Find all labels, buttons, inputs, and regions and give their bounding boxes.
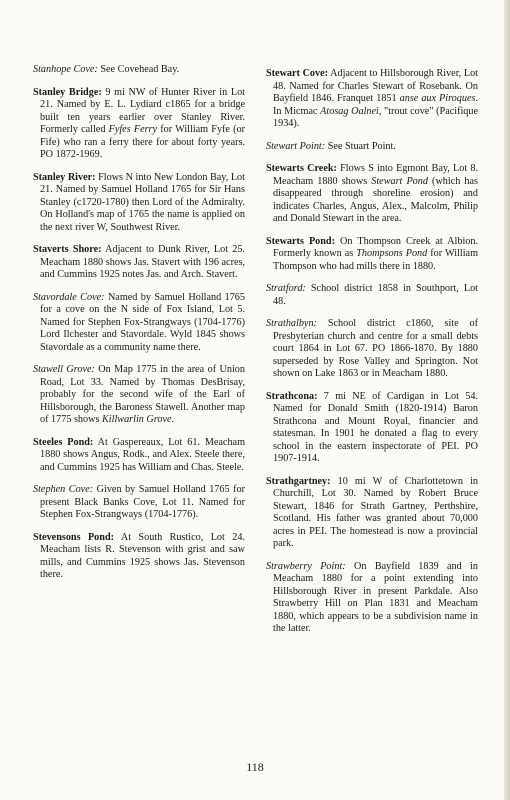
- entry-text: On Bayfield 1839 and in Meacham 1880 for a point extending into Hillsborough River in present Parkdale. Also Strawberry Hill on Plan 1831 and Meacham 1880, which appears to be a subdivision name in the latter.: [273, 560, 478, 634]
- entry-text: On Map 1775 in the area of Union Road, Lot 33. Named by Thomas DesBrisay, probably for the second wife of the Earl of Hillsborough, the Baroness Stawell. Another map of 1775 shows: [40, 364, 245, 425]
- entry-heading: Stavordale Cove:: [33, 291, 105, 303]
- entry-text: At South Rustico, Lot 24. Meacham lists R. Stevenson with grist and saw mills, and Cummins 1925 shows Jas. Stevenson there.: [40, 531, 245, 580]
- entry-text: . In Micmac: [273, 93, 478, 117]
- entry-heading: Stevensons Pond:: [33, 531, 114, 543]
- entry-text: .: [171, 414, 175, 425]
- entry-heading: Stephen Cove:: [33, 484, 94, 495]
- left-column: [33, 64, 245, 592]
- gazetteer-entry: [266, 561, 478, 636]
- entry-text: 9 mi NW of Hunter River in Lot 21. Named by E. L. Lydiard c1865 for a bridge built ten years earlier over Stanley River. Formerly called: [40, 86, 245, 135]
- entry-heading: Stewart Point:: [266, 140, 326, 152]
- right-column: [266, 68, 478, 646]
- entry-heading: Stanhope Cove:: [33, 64, 98, 75]
- entry-heading: Stanley Bridge:: [33, 86, 102, 98]
- entry-text: On Thompson Creek at Albion. Formerly known as: [273, 235, 479, 259]
- entry-text: for William Thompson who had mills there in 1880.: [273, 248, 478, 272]
- entry-text: See Stuart Point.: [325, 140, 396, 152]
- gazetteer-entry: [33, 292, 245, 355]
- entry-text: Flows N into New London Bay, Lot 21. Named by Samuel Holland 1765 for Sir Hans Stanley (c1720-1780) then Lord of the Admiralty. On Holland's map of 1765 the name is applied on the next river W, Southwest River.: [40, 171, 245, 233]
- entry-heading: Staverts Shore:: [33, 244, 102, 255]
- entry-italic-text: Fyfes Ferry: [108, 124, 158, 135]
- entry-heading: Steeles Pond:: [33, 436, 94, 448]
- gazetteer-entry: [266, 318, 478, 381]
- entry-heading: Stanley River:: [33, 171, 96, 183]
- entry-text: (which has disappeared through shoreline erosion) and indicates Charles, Angus, Alex., Malcolm, Philip and Donald Stewart in the area.: [273, 175, 478, 224]
- gazetteer-entry: [33, 172, 245, 235]
- page-number: 118: [246, 760, 264, 774]
- entry-text: 7 mi NE of Cardigan in Lot 54. Named for Donald Smith (1820-1914) Baron Strathcona and Mount Royal, financier and statesman. In 1901 he donated a flag to every school in the eastern inspectorate of PEI. PO 1907-1914.: [273, 390, 478, 464]
- gazetteer-entry: [33, 87, 245, 162]
- gazetteer-entry: [266, 391, 478, 466]
- entry-heading: Stawell Grove:: [33, 364, 95, 375]
- entry-heading: Stratford:: [266, 283, 306, 294]
- gazetteer-entry: [266, 68, 478, 131]
- gazetteer-entry: [266, 476, 478, 551]
- entry-italic-text: Stewart Pond: [371, 175, 428, 187]
- gazetteer-entry: [33, 484, 245, 522]
- page-edge-shadow: [504, 0, 510, 800]
- entry-text: See Covehead Bay.: [97, 64, 180, 75]
- entry-italic-text: Killwarlin Grove: [101, 414, 172, 425]
- entry-text: Adjacent to Hillsborough River, Lot 48. Named for Charles Stewart of Rosebank. On Bayfield 1846. Franquet 1851: [273, 68, 479, 104]
- entry-text: School district c1860, site of Presbyterian church and centre for a small debts court 1864 in Lot 67. PO 1866-1870. By 1880 superseded by Rose Valley and Springton. Not shown on Lake 1863 or in Meacham 1880.: [273, 318, 478, 379]
- entry-heading: Stewarts Pond:: [266, 235, 335, 247]
- entry-text: , "trout cove" (Pacifique 1934).: [273, 105, 479, 129]
- entry-heading: Strathgartney:: [266, 475, 331, 487]
- gazetteer-entry: [266, 236, 478, 274]
- entry-heading: Strathalbyn:: [266, 318, 317, 329]
- entry-text: 10 mi W of Charlottetown in Churchill, Lot 30. Named by Robert Bruce Stewart, 1846 for Strath Gartney, Perthshire, Scotland. His father was granted about 70,000 acres in PEI. The homestead is now a provincial park.: [273, 475, 478, 549]
- entry-italic-text: anse aux Piroques: [399, 93, 476, 104]
- entry-text: Adjacent to Dunk River, Lot 25. Meacham 1880 shows Jas. Stavert with 196 acres, and Cummins 1925 notes Jas. and Arch. Stavert.: [40, 244, 245, 280]
- entry-italic-text: Thompsons Pond: [356, 248, 428, 259]
- entry-text: School district 1858 in Southport, Lot 48.: [273, 283, 478, 307]
- entry-text: for William Fyfe (or Fife) who ran a ferry there for about forty years. PO 1872-1969.: [40, 124, 246, 160]
- entry-text: Named by Samuel Holland 1765 for a cove on the N side of Fox Island, Lot 5. Named for Stephen Fox-Strangways (1704-1776) Lord Ilchester and Stavordale. Wyld 1845 shows Stavordale as a community name there.: [40, 291, 245, 353]
- entry-heading: Strawberry Point:: [266, 560, 346, 572]
- entry-heading: Stewarts Creek:: [266, 163, 337, 174]
- gazetteer-entry: [33, 244, 245, 282]
- gazetteer-entry: [33, 437, 245, 475]
- gazetteer-entry: [33, 532, 245, 582]
- gazetteer-entry: [266, 141, 478, 154]
- gazetteer-entry: [266, 283, 478, 308]
- gazetteer-entry: [33, 364, 245, 427]
- entry-text: Flows S into Egmont Bay, Lot 8. Meacham 1880 shows: [273, 163, 478, 187]
- gazetteer-entry: [266, 163, 478, 226]
- entry-text: At Gaspereaux, Lot 61. Meacham 1880 shows Angus, Rodk., and Alex. Steele there, and Cummins 1925 has William and Chas. Steele.: [40, 436, 245, 473]
- gazetteer-entry: [33, 64, 245, 77]
- entry-italic-text: Atosag Oalnei: [320, 105, 379, 117]
- entry-heading: Strathcona:: [266, 390, 318, 402]
- entry-text: Given by Samuel Holland 1765 for present Black Banks Cove, Lot 11. Named for Stephen Fox-Strangways (1704-1776).: [40, 484, 245, 520]
- entry-heading: Stewart Cove:: [266, 68, 329, 79]
